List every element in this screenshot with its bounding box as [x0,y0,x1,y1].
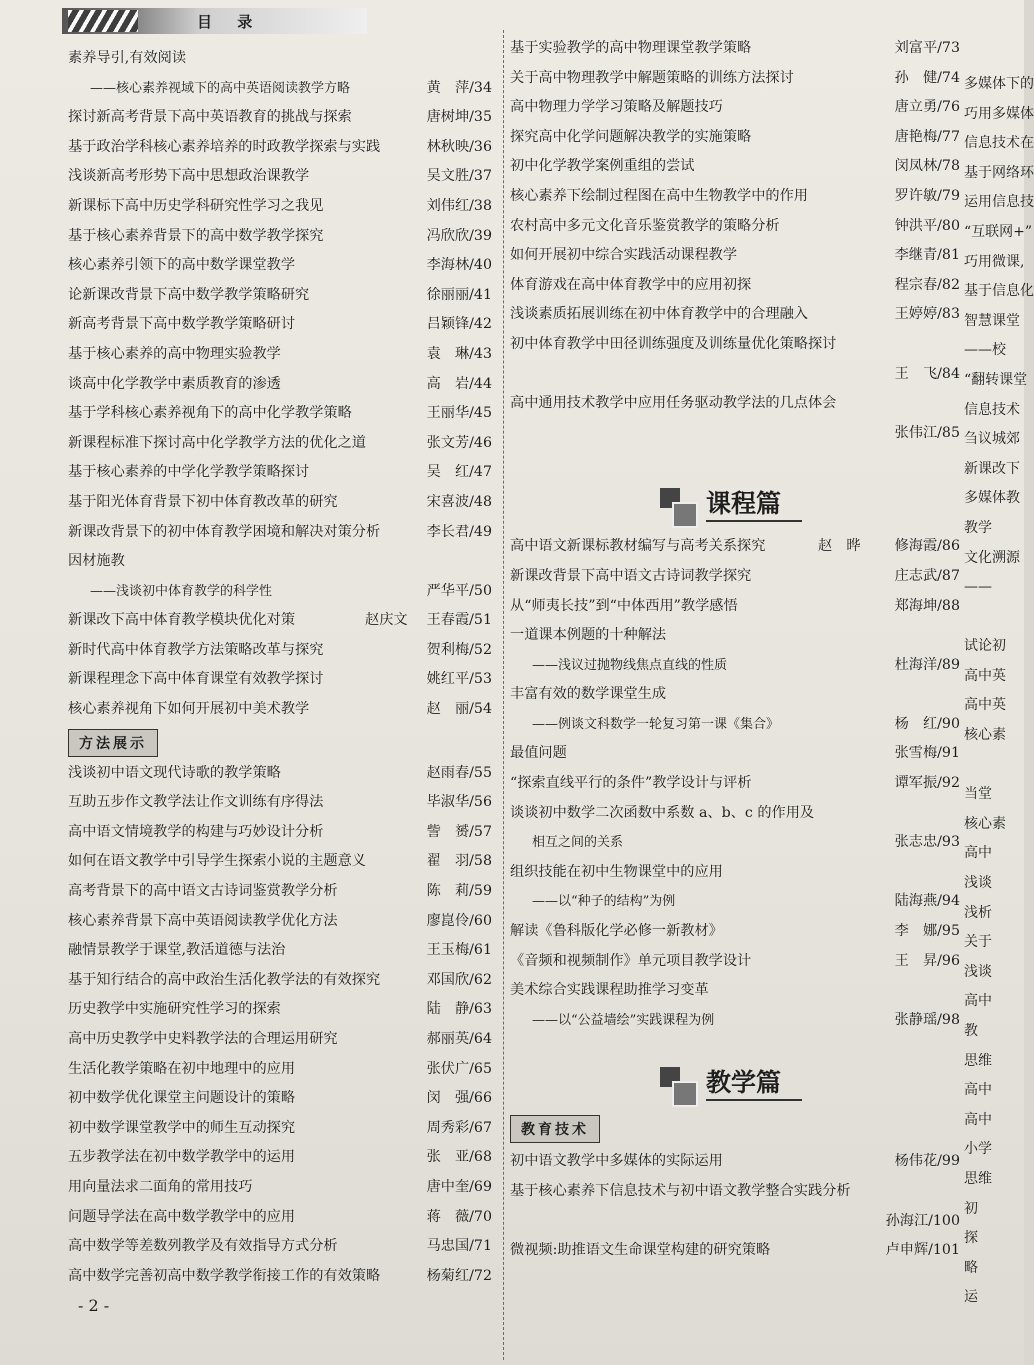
toc-entry-title: 新课程标准下探讨高中化学教学方法的优化之道 [68,434,366,451]
right-fragment-line: 教 [964,1023,978,1039]
toc-entry-title: 新时代高中体育教学方法策略改革与探究 [68,641,324,658]
column-divider [503,30,504,1360]
toc-entry-title: 素养导引,有效阅读 [68,50,187,66]
toc-entry-title: 高中数学完善初高中数学教学衔接工作的有效策略 [68,1267,381,1284]
toc-entry-title: 论新课改背景下高中数学教学策略研究 [68,286,310,303]
toc-entry [68,488,498,518]
toc-entry [510,739,960,769]
toc-entry-author-page: 闵凤林/78 [894,158,960,175]
right-fragment-list [964,70,1034,1313]
toc-entry-author-page: 马忠国/71 [426,1238,492,1255]
toc-entry-title: 浅谈素质拓展训练在初中体育教学中的合理融入 [510,306,808,323]
toc-entry-author-page: 杨菊红/72 [426,1267,492,1284]
toc-entry-title: 如何在语文教学中引导学生探索小说的主题意义 [68,853,366,870]
toc-entry-author-page: 訾 赟/57 [426,823,492,840]
toc-entry-title: 浅谈初中语文现代诗歌的教学策略 [68,764,281,781]
toc-entry [68,281,498,311]
right-fragment-line: 高中 [964,993,992,1010]
toc-entry-author-page: 李继青/81 [894,247,960,264]
toc-entry-title: 新课程理念下高中体育课堂有效教学探讨 [68,671,324,688]
toc-entry-title: 基于核心素养背景下的高中数学教学探究 [68,227,324,244]
right-fragment-line: 核心素 [964,815,1006,832]
toc-entry-author-page: 孙 健/74 [894,69,960,86]
toc-entry [510,769,960,799]
right-fragment-line: 浅谈 [964,963,992,980]
toc-entry [68,1143,498,1173]
toc-entry [510,799,960,829]
toc-entry-title: 基于政治学科核心素养培养的时政教学探索与实践 [68,138,381,155]
toc-entry-author-page: 唐中奎/69 [426,1178,492,1195]
toc-entry-title: 核心素养下绘制过程图在高中生物教学中的作用 [510,187,808,204]
toc-entry [510,562,960,592]
toc-entry-title: 如何开展初中综合实践活动课程教学 [510,247,738,264]
left-top-list [68,44,498,725]
section-rule [706,520,802,522]
toc-entry-author-page: 刘伟红/38 [426,197,492,214]
toc-entry-title: 丰富有效的数学课堂生成 [510,686,667,703]
right-fragment-line: 巧用多媒体 [964,105,1034,122]
toc-entry-title: 历史教学中实施研究性学习的探索 [68,1001,281,1018]
toc-entry-author-page: 李 娜/95 [894,923,960,940]
toc-entry-title: 高中物理力学学习策略及解题技巧 [510,99,723,116]
toc-entry-author-page: 严华平/50 [426,582,492,599]
method-section-head [68,725,498,759]
toc-entry-author-page: 张伟江/85 [894,424,960,441]
right-fragment-line: 小学 [964,1141,992,1158]
toc-entry-author-page: 闵 强/66 [426,1090,492,1107]
toc-entry [68,251,498,281]
right-fragment-line: —— [964,579,992,596]
toc-entry [510,271,960,301]
toc-entry-author-page: 卢申辉/101 [885,1242,960,1259]
toc-entry-author-page: 廖崑伶/60 [426,912,492,929]
toc-entry-author-page: 张雪梅/91 [894,745,960,762]
right-fragment-line: 浅析 [964,904,992,921]
toc-entry-title: 核心素养视角下如何开展初中美术教学 [68,701,310,718]
toc-entry [68,636,498,666]
toc-entry [510,651,960,681]
right-fragment-line: 高中 [964,1082,992,1099]
right-fragment-line: 高中英 [964,697,1006,714]
toc-entry [510,241,960,271]
toc-entry [510,680,960,710]
toc-entry-author-page: 杨伟花/99 [894,1153,960,1170]
section-title-course: 课程篇 [706,489,782,519]
toc-entry-author-page: 唐艳梅/77 [894,128,960,145]
toc-entry [68,966,498,996]
right-fragment-line: 关于 [964,934,992,951]
toc-entry-author-page: 赵雨春/55 [426,764,492,781]
left-column [68,44,498,1291]
toc-entry [68,458,498,488]
toc-entry [510,330,960,360]
header-stripes-decoration [68,10,138,32]
toc-entry-title: 初中数学课堂教学中的师生互动探究 [68,1119,296,1136]
toc-entry [68,162,498,192]
toc-entry [510,300,960,330]
toc-entry [68,133,498,163]
toc-entry [68,1055,498,1085]
toc-entry [68,429,498,459]
toc-entry [68,995,498,1025]
right-fragment-line: 基于网络环 [964,164,1034,181]
toc-entry-title: 初中体育教学中田径训练强度及训练量优化策略探讨 [510,335,837,352]
toc-entry-author-page: 王丽华/45 [426,405,492,422]
toc-entry-author-page: 张静瑶/98 [894,1011,960,1028]
toc-entry [68,44,498,74]
right-fragment-line: “翻转课堂 [964,371,1028,388]
toc-entry-author-page: 吕颖锋/42 [426,316,492,333]
toc-entry-author-page: 王春霞/51 [426,612,492,629]
toc-entry-author-page: 郝丽英/64 [426,1031,492,1047]
section-block-icon [660,488,698,526]
toc-entry-title: 高中历史教学中史料教学法的合理运用研究 [68,1031,338,1047]
toc-entry-title: 组织技能在初中生物课堂中的应用 [510,863,723,880]
toc-entry [68,759,498,789]
toc-entry-title: “探索直线平行的条件”教学设计与评析 [510,775,752,792]
toc-entry [510,1147,960,1177]
toc-entry [510,34,960,64]
right-fragment-line: 高中 [964,1111,992,1128]
toc-entry-title: 探讨新高考背景下高中英语教育的挑战与探索 [68,109,352,126]
toc-entry-author-page: 陆 静/63 [426,1001,492,1018]
toc-entry-author-page: 张志忠/93 [894,834,960,851]
toc-entry [68,1203,498,1233]
toc-entry-title: ——浅议过抛物线焦点直线的性质 [532,657,728,673]
course-section-head [510,478,960,532]
toc-entry [510,887,960,917]
toc-entry-author-page: 王婷婷/83 [894,306,960,323]
toc-entry-title: 相互之间的关系 [532,835,624,851]
toc-entry [510,1006,960,1036]
toc-entry [510,710,960,740]
toc-entry [68,340,498,370]
toc-entry [510,93,960,123]
toc-entry-title: 体育游戏在高中体育教学中的应用初探 [510,276,752,293]
toc-entry-title: 高中数学等差数列教学及有效指导方式分析 [68,1238,338,1255]
toc-entry-title: 基于学科核心素养视角下的高中化学教学策略 [68,405,352,422]
toc-entry-title: 新课标下高中历史学科研究性学习之我见 [68,197,324,214]
toc-entry [68,907,498,937]
toc-entry-title: 谈高中化学教学中素质教育的渗透 [68,375,281,392]
section-block-icon [660,1067,698,1105]
toc-entry-title: 基于核心素养的中学化学教学策略探讨 [68,464,310,481]
toc-entry [68,788,498,818]
toc-entry-author-page: 张 亚/68 [426,1149,492,1166]
toc-entry-author-page: 张文芳/46 [426,434,492,451]
toc-entry [510,123,960,153]
right-fragment-line: 当堂 [964,786,992,803]
toc-entry-title: ——例谈文科数学一轮复习第一课《集合》 [532,716,780,732]
toc-entry-title: 融情景教学于课堂,教活道德与法治 [68,942,286,959]
toc-entry [510,976,960,1006]
toc-entry [510,858,960,888]
right-fragment-line: 思维 [964,1052,992,1069]
toc-entry-title: 探究高中化学问题解决教学的实施策略 [510,128,752,145]
toc-entry-author-page: 徐丽丽/41 [426,286,492,303]
toc-entry [510,1236,960,1266]
toc-entry [68,222,498,252]
right-fragment-line: 高中英 [964,667,1006,684]
toc-entry [510,917,960,947]
toc-entry [68,310,498,340]
toc-entry [510,1207,960,1237]
toc-entry [68,1025,498,1055]
toc-entry-author-page: 贺利梅/52 [426,641,492,658]
toc-entry-title: 最值问题 [510,745,567,762]
toc-entry-author-page: 高 岩/44 [426,375,492,392]
toc-entry-title: 初中语文教学中多媒体的实际运用 [510,1153,723,1170]
toc-entry-title: 问题导学法在高中数学教学中的应用 [68,1208,296,1225]
toc-entry-author-page: 李海林/40 [426,257,492,274]
right-fragment-line: 核心素 [964,727,1006,744]
toc-entry-title: 高中语文新课标教材编写与高考关系探究 [510,538,766,555]
toc-entry [68,1173,498,1203]
toc-entry-title: 高中通用技术教学中应用任务驱动教学法的几点体会 [510,395,837,412]
toc-entry-title: 基于实验教学的高中物理课堂教学策略 [510,40,752,56]
toc-entry-title: 互助五步作文教学法让作文训练有序得法 [68,794,324,811]
toc-entry-author-page: 陈 莉/59 [426,883,492,900]
left-bottom-list [68,759,498,1292]
right-fragment-line: 初 [964,1200,978,1217]
toc-entry-title: 浅谈新高考形势下高中思想政治课教学 [68,168,310,185]
toc-entry-author-page: 冯欣欣/39 [426,227,492,244]
toc-entry [68,818,498,848]
toc-entry-author-page: 赵 丽/54 [426,701,492,718]
mid-course-list [510,532,960,1035]
toc-entry-author-page: 黄 萍/34 [426,79,492,96]
right-fragment-line: 教学 [964,519,992,536]
toc-entry-author-page: 翟 羽/58 [426,853,492,870]
toc-entry-author-page: 王 昇/96 [894,952,960,969]
edtech-tag-row [510,1111,960,1147]
toc-entry [68,370,498,400]
toc-entry [510,1177,960,1207]
toc-entry [68,1114,498,1144]
toc-entry [68,665,498,695]
right-fragment-line: 思维 [964,1170,992,1187]
toc-entry-title: 解读《鲁科版化学必修一新教材》 [510,923,723,940]
toc-entry-author-page: 林秋映/36 [426,138,492,155]
toc-entry [510,828,960,858]
toc-entry-title: 基于核心素养下信息技术与初中语文教学整合实践分析 [510,1183,851,1199]
toc-entry-title: 新高考背景下高中数学教学策略研讨 [68,316,296,333]
toc-entry [510,152,960,182]
toc-entry-author-page: 唐立勇/76 [894,99,960,116]
toc-entry-title: 谈谈初中数学二次函数中系数 a、b、c 的作用及 [510,804,815,821]
toc-entry-author-page: 庄志武/87 [894,567,960,584]
toc-entry-title: 美术综合实践课程助推学习变革 [510,982,709,999]
toc-entry-author-page: 钟洪平/80 [894,217,960,234]
toc-entry [68,399,498,429]
right-fragment-line: 新课改下 [964,460,1020,477]
toc-entry [510,64,960,94]
toc-entry-author-page: 袁 琳/43 [426,345,492,362]
header-title: 目 录 [197,13,263,31]
toc-entry-author-page: 毕淑华/56 [426,794,492,811]
toc-entry-title: ——浅谈初中体育教学的科学性 [90,583,273,599]
toc-entry-author-page: 修海霞/86 [894,538,960,555]
toc-entry-author-page: 郑海坤/88 [894,597,960,614]
toc-entry-title: 因材施教 [68,553,125,570]
toc-entry-title: 初中化学教学案例重组的尝试 [510,158,695,175]
toc-entry [68,103,498,133]
toc-entry-author-page: 王玉梅/61 [426,942,492,959]
toc-entry-title: 生活化教学策略在初中地理中的应用 [68,1060,296,1077]
toc-entry-author-page: 张伏广/65 [426,1060,492,1077]
right-fragment-line: 试论初 [964,638,1006,655]
right-fragment-line: ——校 [964,342,1006,359]
right-fragment-line: 多媒体下的 [964,76,1034,92]
right-fragment-line: 智慧课堂 [964,312,1020,329]
toc-entry-author-page: 宋喜波/48 [426,493,492,510]
section-tag-edtech: 教育技术 [510,1115,600,1143]
toc-entry-title: 新课改背景下高中语文古诗词教学探究 [510,567,752,584]
page-number: - 2 - [78,1296,110,1315]
toc-entry [68,547,498,577]
right-fragment-line: 信息技术在 [964,135,1034,152]
toc-entry-author-page: 吴 红/47 [426,464,492,481]
toc-entry-author-page: 杜海洋/89 [894,656,960,673]
toc-entry-author-page: 李长君/49 [426,523,492,540]
toc-entry [510,182,960,212]
toc-entry [68,847,498,877]
toc-entry [510,360,960,390]
toc-entry-title: ——以“种子的结构”为例 [532,894,676,910]
toc-entry [510,532,960,562]
toc-entry-title: 高考背景下的高中语文古诗词鉴赏教学分析 [68,883,338,900]
toc-entry-title: 农村高中多元文化音乐鉴赏教学的策略分析 [510,217,780,234]
toc-entry-author-page: 陆海燕/94 [894,893,960,910]
right-fragment-line: 多媒体教 [964,490,1020,507]
right-fragment-line: 浅谈 [964,875,992,892]
right-fragment-line: 文化溯源 [964,549,1020,566]
toc-entry-author-page: 蒋 薇/70 [426,1208,492,1225]
section-tag-method: 方法展示 [68,729,158,757]
middle-column [510,34,960,1266]
toc-entry-coauthor: 赵庆文 [365,612,408,629]
toc-entry-title: ——核心素养视域下的高中英语阅读教学方略 [90,80,351,96]
toc-entry [68,1232,498,1262]
toc-entry-author-page: 程宗春/82 [894,276,960,293]
toc-entry-title: 初中数学优化课堂主问题设计的策略 [68,1090,296,1107]
right-fragment-line: 信息技术 [964,401,1020,418]
toc-entry [510,419,960,449]
toc-entry-title: 新课改下高中体育教学模块优化对策 [68,612,296,629]
toc-entry-title: 关于高中物理教学中解题策略的训练方法探讨 [510,69,794,86]
section-title-teaching: 教学篇 [706,1068,782,1098]
toc-entry [68,1084,498,1114]
toc-entry [68,606,498,636]
right-fragment-line [964,603,1024,633]
toc-entry [510,621,960,651]
toc-entry-title: 核心素养背景下高中英语阅读教学优化方法 [68,912,338,929]
right-fragment-line: 运 [964,1289,978,1306]
toc-entry-author-page: 孙海江/100 [885,1212,960,1229]
right-fragment-line [964,751,1024,781]
toc-entry-author-page: 刘富平/73 [894,40,960,56]
toc-entry [510,947,960,977]
toc-entry-author-page: 罗许敏/79 [894,187,960,204]
toc-entry-title: 从“师夷长技”到“中体西用”教学感悟 [510,597,738,614]
right-fragment-line: 基于信息化 [964,283,1034,300]
toc-entry-title: 基于核心素养的高中物理实验教学 [68,345,281,362]
section-rule [706,1099,802,1101]
toc-entry [510,592,960,622]
toc-entry-title: 基于阳光体育背景下初中体育教改革的研究 [68,493,338,510]
right-fragment-line: 运用信息技 [964,194,1034,211]
right-fragment-line: 探 [964,1230,978,1247]
toc-entry-author-page: 周秀彩/67 [426,1119,492,1136]
page-header [62,8,367,36]
toc-entry-title: 一道课本例题的十种解法 [510,627,667,644]
toc-entry-author-page: 杨 红/90 [894,715,960,732]
right-fragment-line: 高中 [964,845,992,862]
teaching-section-head [510,1057,960,1111]
right-fragment-line: 刍议城郊 [964,431,1020,448]
toc-entry-title: 核心素养引领下的高中数学课堂教学 [68,257,296,274]
toc-entry-author-page: 姚红平/53 [426,671,492,688]
toc-entry-coauthor: 赵 晔 [818,538,861,555]
toc-entry-title: 新课改背景下的初中体育教学困境和解决对策分析 [68,523,381,540]
mid-top-list [510,34,960,448]
right-fragment-line: 略 [964,1259,978,1276]
toc-entry-author-page: 唐树坤/35 [426,109,492,126]
mid-teaching-list [510,1147,960,1265]
toc-entry [68,518,498,548]
toc-entry-author-page: 王 飞/84 [894,365,960,382]
toc-entry-title: ——以“公益墙绘”实践课程为例 [532,1012,715,1028]
toc-entry-author-page: 谭军振/92 [894,775,960,792]
toc-entry-author-page: 邓国欣/62 [426,971,492,988]
toc-entry [68,192,498,222]
toc-entry-title: 微视频:助推语文生命课堂构建的研究策略 [510,1242,771,1259]
toc-entry-title: 《音频和视频制作》单元项目教学设计 [510,952,752,969]
toc-entry-title: 用向量法求二面角的常用技巧 [68,1178,253,1195]
toc-entry [68,74,498,104]
toc-entry [510,212,960,242]
right-column-fragment [964,70,1034,1313]
toc-entry [68,695,498,725]
toc-entry [510,389,960,419]
toc-entry-title: 高中语文情境教学的构建与巧妙设计分析 [68,823,324,840]
right-fragment-line: 巧用微课, [964,253,1025,270]
right-fragment-line: “互联网+” [964,223,1033,240]
toc-entry [68,877,498,907]
toc-entry [68,1262,498,1292]
toc-entry [68,577,498,607]
toc-entry-author-page: 吴文胜/37 [426,168,492,185]
toc-entry-title: 五步教学法在初中数学教学中的运用 [68,1149,296,1166]
toc-entry [68,936,498,966]
toc-entry-title: 基于知行结合的高中政治生活化教学法的有效探究 [68,971,381,988]
